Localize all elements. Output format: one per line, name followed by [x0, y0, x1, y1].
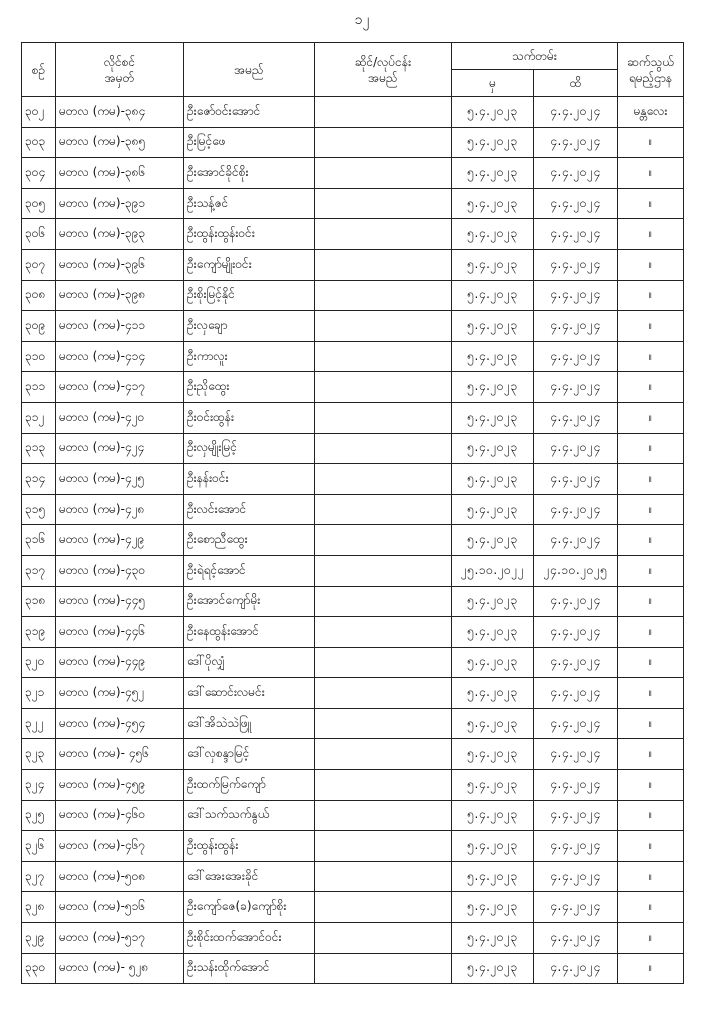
row-number: ၃၁၈	[22, 586, 56, 617]
row-number: ၃၁၃	[22, 433, 56, 464]
valid-to: ၄.၄.၂၀၂၄	[534, 464, 618, 495]
contact-office: ။	[618, 341, 684, 372]
license-number: မတလ (ကမ)-၃၉၃	[56, 219, 184, 250]
row-number: ၃၁၁	[22, 372, 56, 403]
valid-to: ၄.၄.၂၀၂၄	[534, 953, 618, 984]
valid-to: ၄.၄.၂၀၂၄	[534, 188, 618, 219]
valid-to: ၄.၄.၂၀၂၄	[534, 525, 618, 556]
shop-name	[315, 923, 452, 954]
table-row	[22, 127, 684, 158]
valid-to: ၄.၄.၂၀၂၄	[534, 494, 618, 525]
license-number: မတလ (ကမ)- ၄၅၆	[56, 739, 184, 770]
valid-to: ၄.၄.၂၀၂၄	[534, 97, 618, 128]
valid-to: ၄.၄.၂၀၂၄	[534, 311, 618, 342]
valid-from: ၅.၄.၂၀၂၃	[452, 280, 534, 311]
table-row	[22, 831, 684, 862]
valid-from: ၅.၄.၂၀၂၃	[452, 678, 534, 709]
license-number: မတလ (ကမ)-၄၆၀	[56, 800, 184, 831]
valid-to: ၄.၄.၂၀၂၄	[534, 280, 618, 311]
holder-name: ဦးသန်းထိုက်အောင်	[184, 953, 315, 984]
shop-name	[315, 617, 452, 648]
valid-from: ၅.၄.၂၀၂၃	[452, 433, 534, 464]
shop-name	[315, 494, 452, 525]
valid-to: ၄.၄.၂၀၂၄	[534, 678, 618, 709]
holder-name: ဦးစိုင်းထက်အောင်ဝင်း	[184, 923, 315, 954]
row-number: ၃၂၀	[22, 647, 56, 678]
contact-office: ။	[618, 280, 684, 311]
header-contact-line1: ဆက်သွယ်	[627, 54, 674, 69]
holder-name: ဦးဇော်ဝင်းအောင်	[184, 97, 315, 128]
shop-name	[315, 158, 452, 189]
valid-from: ၅.၄.၂၀၂၃	[452, 739, 534, 770]
table-row	[22, 280, 684, 311]
valid-from: ၅.၄.၂၀၂၃	[452, 188, 534, 219]
row-number: ၃၀၂	[22, 97, 56, 128]
contact-office: ။	[618, 219, 684, 250]
table-row	[22, 678, 684, 709]
contact-office: ။	[618, 861, 684, 892]
valid-to: ၄.၄.၂၀၂၄	[534, 647, 618, 678]
valid-from: ၅.၄.၂၀၂၃	[452, 617, 534, 648]
row-number: ၃၁၄	[22, 464, 56, 495]
shop-name	[315, 647, 452, 678]
holder-name: ဦးစောညီထွေး	[184, 525, 315, 556]
contact-office: ။	[618, 647, 684, 678]
valid-from: ၅.၄.၂၀၂၃	[452, 892, 534, 923]
valid-to: ၄.၄.၂၀၂၄	[534, 708, 618, 739]
contact-office: ။	[618, 127, 684, 158]
shop-name	[315, 770, 452, 801]
table-row	[22, 97, 684, 128]
table-row	[22, 739, 684, 770]
holder-name: ဒေါ်ဆောင်းလမင်း	[184, 678, 315, 709]
holder-name: ဦးလှမျိုးမြင့်	[184, 433, 315, 464]
row-number: ၃၀၆	[22, 219, 56, 250]
holder-name: ဦးအောင်ခိုင်စိုး	[184, 158, 315, 189]
holder-name: ဦးနန်းဝင်း	[184, 464, 315, 495]
valid-from: ၅.၄.၂၀၂၃	[452, 494, 534, 525]
row-number: ၃၂၈	[22, 892, 56, 923]
table-row	[22, 647, 684, 678]
valid-to: ၄.၄.၂၀၂၄	[534, 617, 618, 648]
header-license-line1: လိုင်စင်	[103, 54, 136, 69]
table-row	[22, 219, 684, 250]
table-row	[22, 158, 684, 189]
license-number: မတလ (ကမ)-၄၁၇	[56, 372, 184, 403]
shop-name	[315, 831, 452, 862]
row-number: ၃၂၁	[22, 678, 56, 709]
valid-from: ၅.၄.၂၀၂၃	[452, 525, 534, 556]
valid-from: ၅.၄.၂၀၂၃	[452, 831, 534, 862]
header-to: ထိ	[534, 70, 618, 97]
shop-name	[315, 249, 452, 280]
license-number: မတလ (ကမ)-၄၅၄	[56, 708, 184, 739]
holder-name: ဒေါ်အိသဲသဲဖြူ	[184, 708, 315, 739]
valid-to: ၄.၄.၂၀၂၄	[534, 800, 618, 831]
row-number: ၃၁၆	[22, 525, 56, 556]
valid-from: ၅.၄.၂၀၂၃	[452, 219, 534, 250]
table-body	[22, 97, 684, 984]
license-number: မတလ (ကမ)-၄၁၁	[56, 311, 184, 342]
shop-name	[315, 739, 452, 770]
shop-name	[315, 555, 452, 586]
table-row	[22, 494, 684, 525]
shop-name	[315, 127, 452, 158]
license-number: မတလ (ကမ)-၄၄၆	[56, 617, 184, 648]
license-number: မတလ (ကမ)-၃၉၈	[56, 280, 184, 311]
holder-name: ဒေါ်အေးအေးခိုင်	[184, 861, 315, 892]
table-row	[22, 770, 684, 801]
shop-name	[315, 953, 452, 984]
license-number: မတလ (ကမ)-၄၃၀	[56, 555, 184, 586]
row-number: ၃၂၂	[22, 708, 56, 739]
header-no: စဉ်	[22, 43, 56, 97]
row-number: ၃၀၄	[22, 158, 56, 189]
license-table	[21, 42, 684, 984]
holder-name: ဦးလင်းအောင်	[184, 494, 315, 525]
table-row	[22, 464, 684, 495]
table-row	[22, 188, 684, 219]
shop-name	[315, 586, 452, 617]
header-name: အမည်	[184, 43, 315, 97]
contact-office: ။	[618, 555, 684, 586]
table-row	[22, 341, 684, 372]
shop-name	[315, 525, 452, 556]
contact-office: ။	[618, 586, 684, 617]
valid-from: ၅.၄.၂၀၂၃	[452, 800, 534, 831]
license-number: မတလ (ကမ)-၅၀၈	[56, 861, 184, 892]
holder-name: ဦးလှချော	[184, 311, 315, 342]
valid-to: ၄.၄.၂၀၂၄	[534, 372, 618, 403]
license-number: မတလ (ကမ)-၃၉၁	[56, 188, 184, 219]
contact-office: ။	[618, 739, 684, 770]
contact-office: ။	[618, 525, 684, 556]
holder-name: ဦးစိုးမြင့်နိုင်	[184, 280, 315, 311]
table-row	[22, 555, 684, 586]
valid-from: ၅.၄.၂၀၂၃	[452, 953, 534, 984]
shop-name	[315, 678, 452, 709]
valid-to: ၄.၄.၂၀၂၄	[534, 127, 618, 158]
table-row	[22, 402, 684, 433]
contact-office: ။	[618, 464, 684, 495]
row-number: ၃၁၀	[22, 341, 56, 372]
row-number: ၃၁၂	[22, 402, 56, 433]
shop-name	[315, 892, 452, 923]
header-license	[56, 43, 184, 97]
contact-office: ။	[618, 402, 684, 433]
header-shop-line1: ဆိုင်/လုပ်ငန်း	[354, 54, 412, 69]
valid-from: ၂၅.၁၀.၂၀၂၂	[452, 555, 534, 586]
valid-to: ၂၄.၁၀.၂၀၂၅	[534, 555, 618, 586]
license-number: မတလ (ကမ)-၄၂၈	[56, 494, 184, 525]
header-license-line2: အမှတ်	[104, 70, 135, 85]
license-number: မတလ (ကမ)-၄၂၀	[56, 402, 184, 433]
row-number: ၃၂၆	[22, 831, 56, 862]
valid-to: ၄.၄.၂၀၂၄	[534, 770, 618, 801]
shop-name	[315, 311, 452, 342]
shop-name	[315, 433, 452, 464]
row-number: ၃၁၅	[22, 494, 56, 525]
contact-office: ။	[618, 433, 684, 464]
shop-name	[315, 372, 452, 403]
contact-office: မန္တလေး	[618, 97, 684, 128]
header-contact	[618, 43, 684, 97]
valid-from: ၅.၄.၂၀၂၃	[452, 97, 534, 128]
valid-from: ၅.၄.၂၀၂၃	[452, 372, 534, 403]
license-number: မတလ (ကမ)-၃၈၆	[56, 158, 184, 189]
license-number: မတလ (ကမ)-၄၁၄	[56, 341, 184, 372]
table-row	[22, 800, 684, 831]
holder-name: ဦးဝင်းထွန်း	[184, 402, 315, 433]
holder-name: ဒေါ်သက်သက်နွယ်	[184, 800, 315, 831]
valid-from: ၅.၄.၂၀၂၃	[452, 402, 534, 433]
shop-name	[315, 402, 452, 433]
shop-name	[315, 97, 452, 128]
header-validity: သက်တမ်း	[452, 43, 618, 70]
license-number: မတလ (ကမ)- ၅၂၈	[56, 953, 184, 984]
valid-to: ၄.၄.၂၀၂၄	[534, 341, 618, 372]
holder-name: ဦးထွန်းထွန်းဝင်း	[184, 219, 315, 250]
table-row	[22, 249, 684, 280]
table-row	[22, 953, 684, 984]
valid-to: ၄.၄.၂၀၂၄	[534, 433, 618, 464]
valid-from: ၅.၄.၂၀၂၃	[452, 464, 534, 495]
contact-office: ။	[618, 770, 684, 801]
table-row	[22, 433, 684, 464]
table-row	[22, 586, 684, 617]
holder-name: ဦးထက်မြက်ကျော်	[184, 770, 315, 801]
header-from: မှ	[452, 70, 534, 97]
row-number: ၃၀၈	[22, 280, 56, 311]
row-number: ၃၃၀	[22, 953, 56, 984]
valid-from: ၅.၄.၂၀၂၃	[452, 647, 534, 678]
valid-to: ၄.၄.၂၀၂၄	[534, 158, 618, 189]
valid-from: ၅.၄.၂၀၂၃	[452, 311, 534, 342]
valid-to: ၄.၄.၂၀၂၄	[534, 739, 618, 770]
holder-name: ဦးကျော်မျိုးဝင်း	[184, 249, 315, 280]
row-number: ၃၂၉	[22, 923, 56, 954]
license-number: မတလ (ကမ)-၃၈၅	[56, 127, 184, 158]
header-shop	[315, 43, 452, 97]
holder-name: ဦးကာလူး	[184, 341, 315, 372]
valid-from: ၅.၄.၂၀၂၃	[452, 923, 534, 954]
contact-office: ။	[618, 494, 684, 525]
holder-name: ဦးနေထွန်းအောင်	[184, 617, 315, 648]
contact-office: ။	[618, 831, 684, 862]
row-number: ၃၂၃	[22, 739, 56, 770]
table-row	[22, 861, 684, 892]
row-number: ၃၁၇	[22, 555, 56, 586]
holder-name: ဦးရဲရင့်အောင်	[184, 555, 315, 586]
contact-office: ။	[618, 708, 684, 739]
table-row	[22, 892, 684, 923]
license-number: မတလ (ကမ)-၄၆၇	[56, 831, 184, 862]
shop-name	[315, 800, 452, 831]
valid-from: ၅.၄.၂၀၂၃	[452, 249, 534, 280]
valid-to: ၄.၄.၂၀၂၄	[534, 831, 618, 862]
table-row	[22, 923, 684, 954]
contact-office: ။	[618, 678, 684, 709]
valid-from: ၅.၄.၂၀၂၃	[452, 127, 534, 158]
row-number: ၃၀၃	[22, 127, 56, 158]
contact-office: ။	[618, 188, 684, 219]
contact-office: ။	[618, 892, 684, 923]
valid-to: ၄.၄.၂၀၂၄	[534, 249, 618, 280]
header-contact-line2: ရမည့်ဌာန	[628, 70, 673, 85]
shop-name	[315, 188, 452, 219]
license-number: မတလ (ကမ)-၄၅၉	[56, 770, 184, 801]
holder-name: ဒေါ်လှစန္ဒာမြင့်	[184, 739, 315, 770]
holder-name: ဦးမြင့်ဖေ	[184, 127, 315, 158]
row-number: ၃၁၉	[22, 617, 56, 648]
table-row	[22, 708, 684, 739]
contact-office: ။	[618, 923, 684, 954]
holder-name: ဦးထွန်းထွန်း	[184, 831, 315, 862]
valid-from: ၅.၄.၂၀၂၃	[452, 708, 534, 739]
valid-from: ၅.၄.၂၀၂၃	[452, 158, 534, 189]
valid-from: ၅.၄.၂၀၂၃	[452, 770, 534, 801]
license-number: မတလ (ကမ)-၄၂၉	[56, 525, 184, 556]
header-shop-line2: အမည်	[368, 70, 398, 85]
license-number: မတလ (ကမ)-၄၂၅	[56, 464, 184, 495]
license-number: မတလ (ကမ)-၄၄၉	[56, 647, 184, 678]
license-number: မတလ (ကမ)-၅၁၇	[56, 923, 184, 954]
license-number: မတလ (ကမ)-၄၂၄	[56, 433, 184, 464]
holder-name: ဒေါ်ပိုလျှံ	[184, 647, 315, 678]
page-number: ၁၂	[354, 12, 370, 28]
contact-office: ။	[618, 800, 684, 831]
valid-to: ၄.၄.၂၀၂၄	[534, 923, 618, 954]
row-number: ၃၀၉	[22, 311, 56, 342]
row-number: ၃၂၅	[22, 800, 56, 831]
holder-name: ဦးအောင်ကျော်မိုး	[184, 586, 315, 617]
license-number: မတလ (ကမ)-၅၁၆	[56, 892, 184, 923]
row-number: ၃၂၇	[22, 861, 56, 892]
shop-name	[315, 341, 452, 372]
table-row	[22, 372, 684, 403]
holder-name: ဦးကျော်ဇေ(ခ)ကျော်စိုး	[184, 892, 315, 923]
contact-office: ။	[618, 953, 684, 984]
row-number: ၃၀၇	[22, 249, 56, 280]
holder-name: ဦးညိုထွေး	[184, 372, 315, 403]
shop-name	[315, 464, 452, 495]
valid-to: ၄.၄.၂၀၂၄	[534, 892, 618, 923]
contact-office: ။	[618, 617, 684, 648]
license-number: မတလ (ကမ)-၃၈၄	[56, 97, 184, 128]
valid-to: ၄.၄.၂၀၂၄	[534, 219, 618, 250]
license-number: မတလ (ကမ)-၄၄၅	[56, 586, 184, 617]
valid-from: ၅.၄.၂၀၂၃	[452, 861, 534, 892]
valid-to: ၄.၄.၂၀၂၄	[534, 861, 618, 892]
license-number: မတလ (ကမ)-၃၉၆	[56, 249, 184, 280]
contact-office: ။	[618, 311, 684, 342]
row-number: ၃၀၅	[22, 188, 56, 219]
contact-office: ။	[618, 158, 684, 189]
shop-name	[315, 219, 452, 250]
valid-to: ၄.၄.၂၀၂၄	[534, 402, 618, 433]
license-number: မတလ (ကမ)-၄၅၂	[56, 678, 184, 709]
holder-name: ဦးသန့်ဇင်	[184, 188, 315, 219]
table-row	[22, 525, 684, 556]
valid-from: ၅.၄.၂၀၂၃	[452, 341, 534, 372]
contact-office: ။	[618, 372, 684, 403]
valid-from: ၅.၄.၂၀၂၃	[452, 586, 534, 617]
shop-name	[315, 861, 452, 892]
valid-to: ၄.၄.၂၀၂၄	[534, 586, 618, 617]
shop-name	[315, 708, 452, 739]
shop-name	[315, 280, 452, 311]
contact-office: ။	[618, 249, 684, 280]
row-number: ၃၂၄	[22, 770, 56, 801]
table-row	[22, 617, 684, 648]
table-row	[22, 311, 684, 342]
